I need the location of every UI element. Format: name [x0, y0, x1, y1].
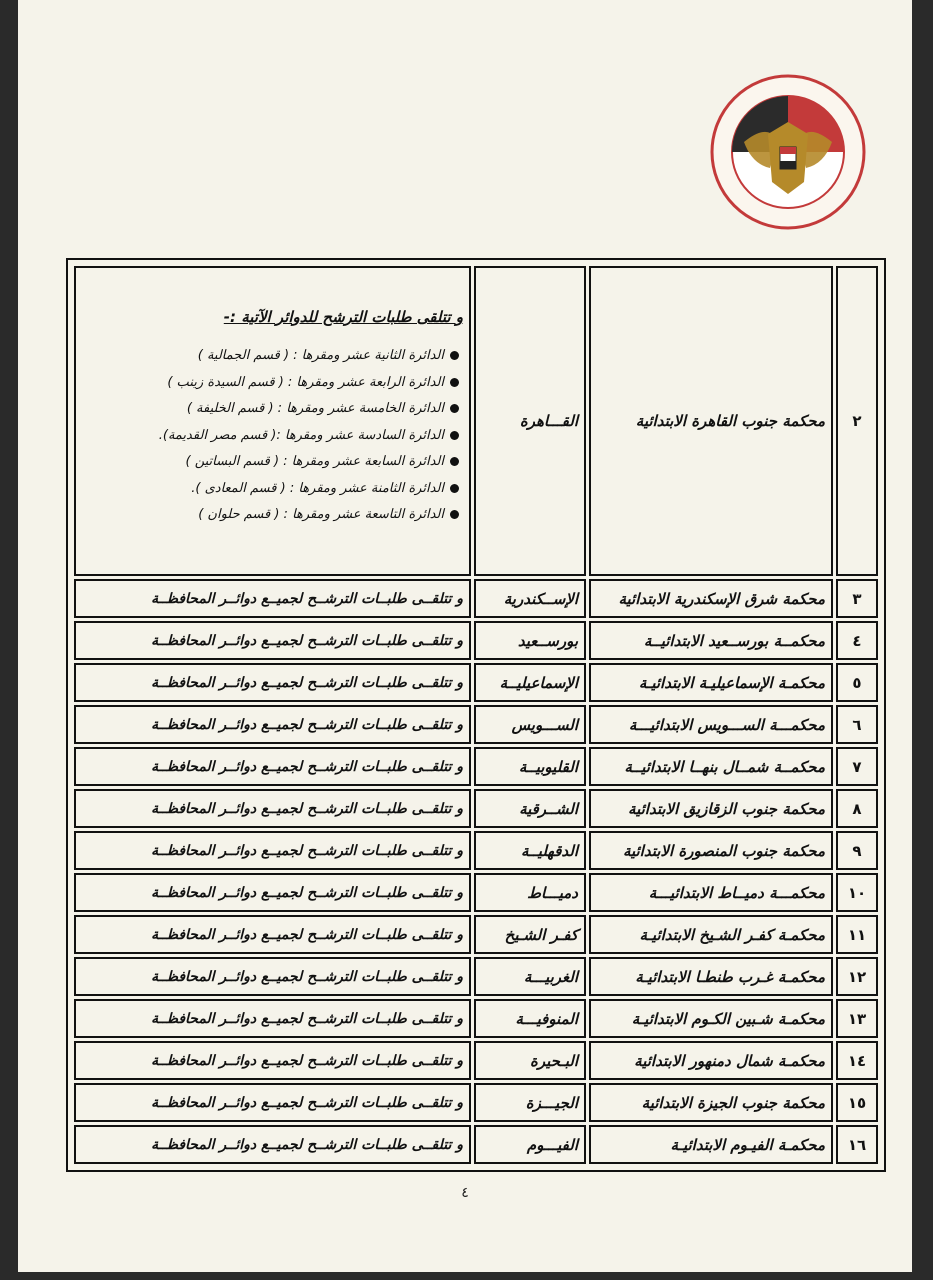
governorate: كفـر الشـيخ [474, 915, 586, 954]
table-row [74, 705, 878, 744]
court-name: محكمـــة دميــاط الابتدائيـــة [589, 873, 833, 912]
bullet-icon [450, 457, 459, 466]
bullet-icon [450, 351, 459, 360]
document-page [18, 0, 912, 1272]
court-name: محكمـة شمال دمنهور الابتدائية [589, 1041, 833, 1080]
court-name: محكمـة الإسماعيليـة الابتدائيـة [589, 663, 833, 702]
circuit-text: الدائرة الثانية عشر ومقرها : ( قسم الجمالية ) [197, 347, 444, 363]
row-number: ١٣ [836, 999, 878, 1038]
court-name: محكمـــة الســـويس الابتدائيـــة [589, 705, 833, 744]
applications-note: و تتلقــى طلبــات الترشــح لجميــع دوائــر المحافظــة [74, 873, 471, 912]
applications-note: و تتلقــى طلبــات الترشــح لجميــع دوائــر المحافظــة [74, 663, 471, 702]
governorate: بورســعيد [474, 621, 586, 660]
applications-note: و تتلقــى طلبــات الترشــح لجميــع دوائــر المحافظــة [74, 957, 471, 996]
applications-note: و تتلقــى طلبــات الترشــح لجميــع دوائــر المحافظــة [74, 747, 471, 786]
applications-note: و تتلقــى طلبــات الترشــح لجميــع دوائــر المحافظــة [74, 705, 471, 744]
table-row [74, 663, 878, 702]
list-item [82, 507, 459, 523]
governorate: دميـــاط [474, 873, 586, 912]
court-name: محكمة شرق الإسكندرية الابتدائية [589, 579, 833, 618]
court-name: محكمـة الفيـوم الابتدائيـة [589, 1125, 833, 1164]
governorate: الفيـــوم [474, 1125, 586, 1164]
row-number: ١٢ [836, 957, 878, 996]
row-number: ٩ [836, 831, 878, 870]
applications-note: و تتلقــى طلبــات الترشــح لجميــع دوائــر المحافظــة [74, 1041, 471, 1080]
governorate: المنوفيـــة [474, 999, 586, 1038]
table-row [74, 831, 878, 870]
row-number: ٦ [836, 705, 878, 744]
applications-note: و تتلقــى طلبــات الترشــح لجميــع دوائــر المحافظــة [74, 579, 471, 618]
applications-note: و تتلقــى طلبــات الترشــح لجميــع دوائــر المحافظــة [74, 1083, 471, 1122]
table-row [74, 873, 878, 912]
list-item [82, 401, 459, 417]
court-name: محكمة جنوب القاهرة الابتدائية [589, 266, 833, 576]
table-row [74, 957, 878, 996]
list-item [82, 428, 459, 444]
row-number: ١٥ [836, 1083, 878, 1122]
circuit-text: الدائرة التاسعة عشر ومقرها : ( قسم حلوان ) [198, 507, 444, 523]
governorate: القـــاهرة [474, 266, 586, 576]
list-item [82, 348, 459, 364]
governorate: الســـويس [474, 705, 586, 744]
table-row [74, 1083, 878, 1122]
table-row [74, 1125, 878, 1164]
table-row [74, 1041, 878, 1080]
governorate: الغربيـــة [474, 957, 586, 996]
table-row [74, 915, 878, 954]
table-row [74, 999, 878, 1038]
court-name: محكمة جنوب المنصورة الابتدائية [589, 831, 833, 870]
bullet-icon [450, 431, 459, 440]
list-item [82, 454, 459, 470]
row-number: ٥ [836, 663, 878, 702]
row-number: ٢ [836, 266, 878, 576]
governorate: الجيـــزة [474, 1083, 586, 1122]
applications-note: و تتلقــى طلبــات الترشــح لجميــع دوائــر المحافظــة [74, 1125, 471, 1164]
bullet-icon [450, 378, 459, 387]
circuit-text: الدائرة السابعة عشر ومقرها : ( قسم البساتين ) [185, 454, 444, 470]
governorate: القليوبيــة [474, 747, 586, 786]
row-number: ٧ [836, 747, 878, 786]
list-item [82, 481, 459, 497]
note-title: و تتلقى طلبات الترشح للدوائر الآتية :- [223, 307, 463, 326]
row-number: ٨ [836, 789, 878, 828]
national-election-authority-seal [708, 72, 868, 232]
circuits-list [82, 348, 463, 523]
table-row [74, 266, 878, 576]
row-number: ١٤ [836, 1041, 878, 1080]
governorate: الشــرقية [474, 789, 586, 828]
applications-note [74, 266, 471, 576]
table-row [74, 579, 878, 618]
applications-note: و تتلقــى طلبــات الترشــح لجميــع دوائــر المحافظــة [74, 789, 471, 828]
applications-note: و تتلقــى طلبــات الترشــح لجميــع دوائــر المحافظــة [74, 831, 471, 870]
court-name: محكمة جنوب الزقازيق الابتدائية [589, 789, 833, 828]
circuit-text: الدائرة الخامسة عشر ومقرها : ( قسم الخليفة ) [186, 401, 444, 417]
list-item [82, 375, 459, 391]
circuit-text: الدائرة السادسة عشر ومقرها :( قسم مصر القديمة). [158, 427, 444, 443]
court-name: محكمـة شـبين الكـوم الابتدائيـة [589, 999, 833, 1038]
applications-note: و تتلقــى طلبــات الترشــح لجميــع دوائــر المحافظــة [74, 915, 471, 954]
bullet-icon [450, 484, 459, 493]
table-row [74, 789, 878, 828]
row-number: ٤ [836, 621, 878, 660]
row-number: ٣ [836, 579, 878, 618]
circuit-text: الدائرة الرابعة عشر ومقرها : ( قسم السيدة زينب ) [167, 374, 444, 390]
page-number: ٤ [461, 1185, 469, 1201]
table-row [74, 621, 878, 660]
governorate: الدقهليــة [474, 831, 586, 870]
applications-note: و تتلقــى طلبــات الترشــح لجميــع دوائــر المحافظــة [74, 621, 471, 660]
governorate: الإسماعيليــة [474, 663, 586, 702]
row-number: ١٦ [836, 1125, 878, 1164]
bullet-icon [450, 404, 459, 413]
court-name: محكمة جنوب الجيزة الابتدائية [589, 1083, 833, 1122]
table-row [74, 747, 878, 786]
court-name: محكمـة غـرب طنطـا الابتدائيـة [589, 957, 833, 996]
applications-note: و تتلقــى طلبــات الترشــح لجميــع دوائــر المحافظــة [74, 999, 471, 1038]
governorate: البـحيرة [474, 1041, 586, 1080]
governorate: الإســكندرية [474, 579, 586, 618]
bullet-icon [450, 510, 459, 519]
court-name: محكمــة بورســعيد الابتدائيــة [589, 621, 833, 660]
row-number: ١١ [836, 915, 878, 954]
row-number: ١٠ [836, 873, 878, 912]
circuit-text: الدائرة الثامنة عشر ومقرها : ( قسم المعادى ). [191, 480, 444, 496]
court-name: محكمـة كفـر الشـيخ الابتدائيـة [589, 915, 833, 954]
court-name: محكمــة شمــال بنهــا الابتدائيــة [589, 747, 833, 786]
courts-table [66, 258, 886, 1172]
